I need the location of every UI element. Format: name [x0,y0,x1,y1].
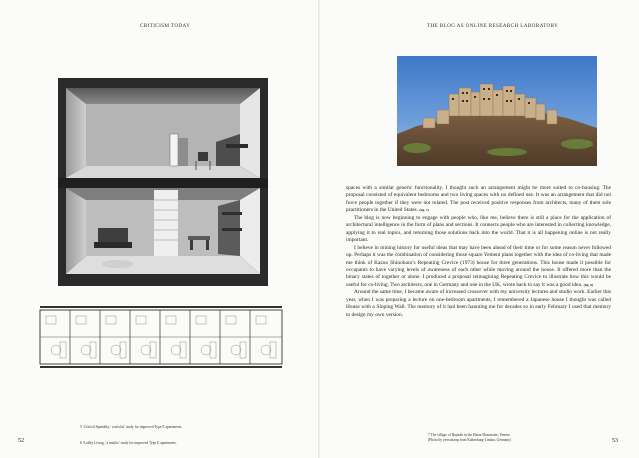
paragraph [346,289,611,319]
figure-5-caption: 5 ‘Critical Spatiality,’ a misfits’ study for improved Type E apartments. [80,425,183,429]
paragraph-text: I believe in mining history for useful ideas that may have been ahead of their time or for some reason never followed up. Perhaps it was the combination of considering those square Yemeni plans together with the idea of co-living that made me think of Kazuo Shinohara’s Repeating Crevice (1973) house for three generations. This house made it possible for occupants to have varying levels of awareness of each other while moving around the house. It offered more than the binary states of together or alone. I produced a proposal reimagining Repeating Crevice to illustrate how this would be useful for co-living. Two architects, one in Germany and one in the UK, wrote back to say it was a good idea. [346,244,611,288]
paragraph [346,215,611,245]
paragraph-text: Around the same time, I became aware of increased crossover with my university lectures and studio work. Earlier this year, when I was preparing a lecture on one-bedroom apartments, I remembered a Japanese house I thought was called House with a Sloping Wall. The memory of it had been haunting me for decades so in early February I used that memory to design my own version. [346,289,611,318]
figure-reference: (fig. 8) [583,282,593,287]
figure-7-caption-line: 7 The village of Hajarah in the Haraz Mountains, Yemen. [428,433,511,437]
figure-reference: (fig. 7) [419,208,429,213]
village-photo [397,56,597,166]
section-perspective-drawing [58,78,268,286]
paragraph-text: spaces with a similar generic functionality. I thought such an arrangement might be more suited to co-housing. The proposal consisted of equivalent bedrooms and two living spaces with no defined use. It was an arrangement that did not force people together if they were not related. The post received positive responses from architects, many of them sole practitioners in the United States. [346,185,611,214]
article-body [346,185,611,319]
figure-7-caption [428,433,511,442]
paragraph [346,245,611,290]
figure-7-photo-credit: (Photo by yeowatzup from Kaltenburg-Lindau, Germany) [428,437,512,442]
spine-gutter [318,0,320,458]
left-page-number: 52 [18,438,24,444]
floor-plan-drawing [38,304,284,370]
paragraph [346,185,611,215]
right-page-number: 53 [612,438,618,444]
right-running-head: THE BLOG AS ONLINE RESEARCH LABORATORY [427,23,559,29]
figure-6-caption: 6 ‘Lobby Living,’ a misfits’ study for improved Type E apartments. [80,441,177,445]
paragraph-text: The blog is now beginning to engage with people who, like me, believe there is still a place for the application of architectural intelligence in the form of plans and sections. It connects people who are interested in collecting knowledge, applying it to real topics, and returning those solutions back into the world. That it is all happening online is not really important. [346,214,611,244]
left-running-head: CRITICISM TODAY [140,23,191,29]
